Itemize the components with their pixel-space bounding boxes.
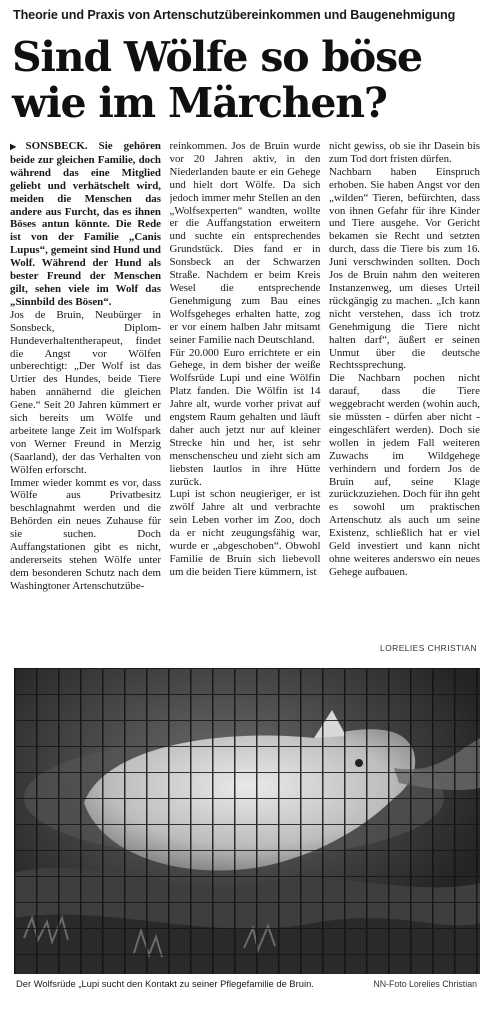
paragraph: Nachbarn haben Einspruch erhoben. Sie haben Angst vor den „wilden“ Tieren, befürchten, dass von ihnen Gefahr für ihre Kinder und Tiere ausgehe. Vor Gericht bekamen sie Recht und setzten durch, dass die Tiere bis zum 16. Juni verschwinden sollten. Doch Jos de Bruin nahm den weiteren Instanzenweg, um dieses Urteil rückgängig zu machen. „Ich kann nicht verstehen, dass ich trotz Genehmigung die Tiere nicht halten darf“, äußert er seinen Unmut über die deutsche Rechtssprechung. (329, 165, 480, 372)
headline-line-2: wie im Märchen? (12, 79, 387, 127)
photo-credit: NN-Foto Lorelies Christian (373, 979, 477, 989)
paragraph: Die Nachbarn pochen nicht darauf, dass die Tiere weggebracht werden (wohin auch, sie müssten - dürfen aber nicht - eingeschläfert werden). Doch sie wollen in jedem Fall weiteren Zuwachs im Wildgehege verhindern und fordern Jos de Bruin auf, seine Klage zurückzuziehen. Doch für ihn geht es sowohl um praktischen Artenschutz als auch um seine Existenz, schließlich hat er viel Geld investiert und kann nicht ohne weiteres anderswo ein neues Gehege aufbauen. (329, 372, 480, 578)
paragraph: Immer wieder kommt es vor, dass Wölfe aus Privatbesitz beschlagnahmt werden und die Behörden ein neues Zuhause für sie suchen. Doch Auffangstationen gibt es nicht, andererseits stehen Wölfe unter dem besonderen Schutz nach dem Washingtoner Artenschutzübe- (10, 476, 161, 592)
dateline: SONSBECK. (25, 140, 88, 152)
wolf-photo (14, 668, 480, 974)
article-lead (10, 140, 161, 309)
paragraph: reinkommen. Jos de Bruin wurde vor 20 Jahren aktiv, in den Niederlanden baute er ein Gehege und hielt dort Wölfe. Da sich jedoch immer mehr Stellen an den „Wolfsexperten“ wandten, wollte er die Auffangstation erweitern und suchte ein entsprechendes Grundstück. Dies fand er in Sonsbeck an der Schwarzen Straße. Nachdem er beim Kreis Wesel die entsprechende Genehmigung zum Bau eines Wolfsgeheges erhalten hatte, zog er vor einem halben Jahr mitsamt seiner Familie nach Deutschland. (169, 140, 321, 346)
paragraph: Für 20.000 Euro errichtete er ein Gehege, in dem bisher der weiße Wolfsrüde Lupi und eine Wölfin Platz fanden. Die Wölfin ist 14 Jahre alt, wurde vorher privat auf engstem Raum gehalten und läuft daher auch jetzt nur auf kleiner Strecke hin und her, ist sehr menschenscheu und zieht sich am liebsten lautlos in ihre Hütte zurück. (169, 346, 321, 488)
photo-caption: Der Wolfsrüde „Lupi sucht den Kontakt zu seiner Pflegefamilie de Bruin. (16, 978, 314, 989)
article-kicker: Theorie und Praxis von Artenschutzübereinkommen und Baugenehmigung (13, 8, 456, 22)
column-2 (170, 140, 321, 658)
column-3 (329, 140, 480, 658)
article-body (10, 140, 480, 658)
paragraph: Lupi ist schon neugieriger, er ist zwölf Jahre alt und verbrachte sein Leben vorher im Zoo, doch da er nicht zeugungsfähig war, wurde er „abgeschoben“. Obwohl Familie de Bruin sich liebevoll um die beiden Tiere kümmern, ist (169, 488, 321, 578)
paragraph: Jos de Bruin, Neubürger in Sonsbeck, Diplom-Hundeverhaltentherapeut, findet die Angst vor Wölfen unberechtigt: „Der Wolf ist das Urtier des Hundes, beide Tiere haben annähernd die gleichen Gene.“ Seit 20 Jahren kümmert er sich bereits um Wölfe und arbeitete lange Zeit im Wolfspark von Werner Freund in Merzig (Saarland), der das Verhalten von Wölfen erforscht. (10, 308, 161, 476)
headline-line-1: Sind Wölfe so böse (12, 33, 422, 81)
article-headline (12, 34, 478, 126)
wolf-behind-fence-image (14, 668, 480, 974)
dateline-marker-icon: ▶ (10, 142, 25, 151)
column-1 (10, 140, 161, 658)
lead-text: Sie gehören beide zur gleichen Familie, doch während das eine Mitglied geliebt und verhätschelt wird, meiden die Menschen das andere aus Furcht, das es ihnen Böses antun könnte. Die Rede ist von der Familie „Canis Lupus“, gemeint sind Hund und Wolf. Während der Hund als bester Freund der Menschen gilt, sehen viele im Wolf das „Sinnbild des Bösen“. (10, 140, 161, 308)
author-byline: LORELIES CHRISTIAN (380, 643, 477, 653)
paragraph: nicht gewiss, ob sie ihr Dasein bis zum Tod dort fristen dürfen. (329, 140, 480, 165)
